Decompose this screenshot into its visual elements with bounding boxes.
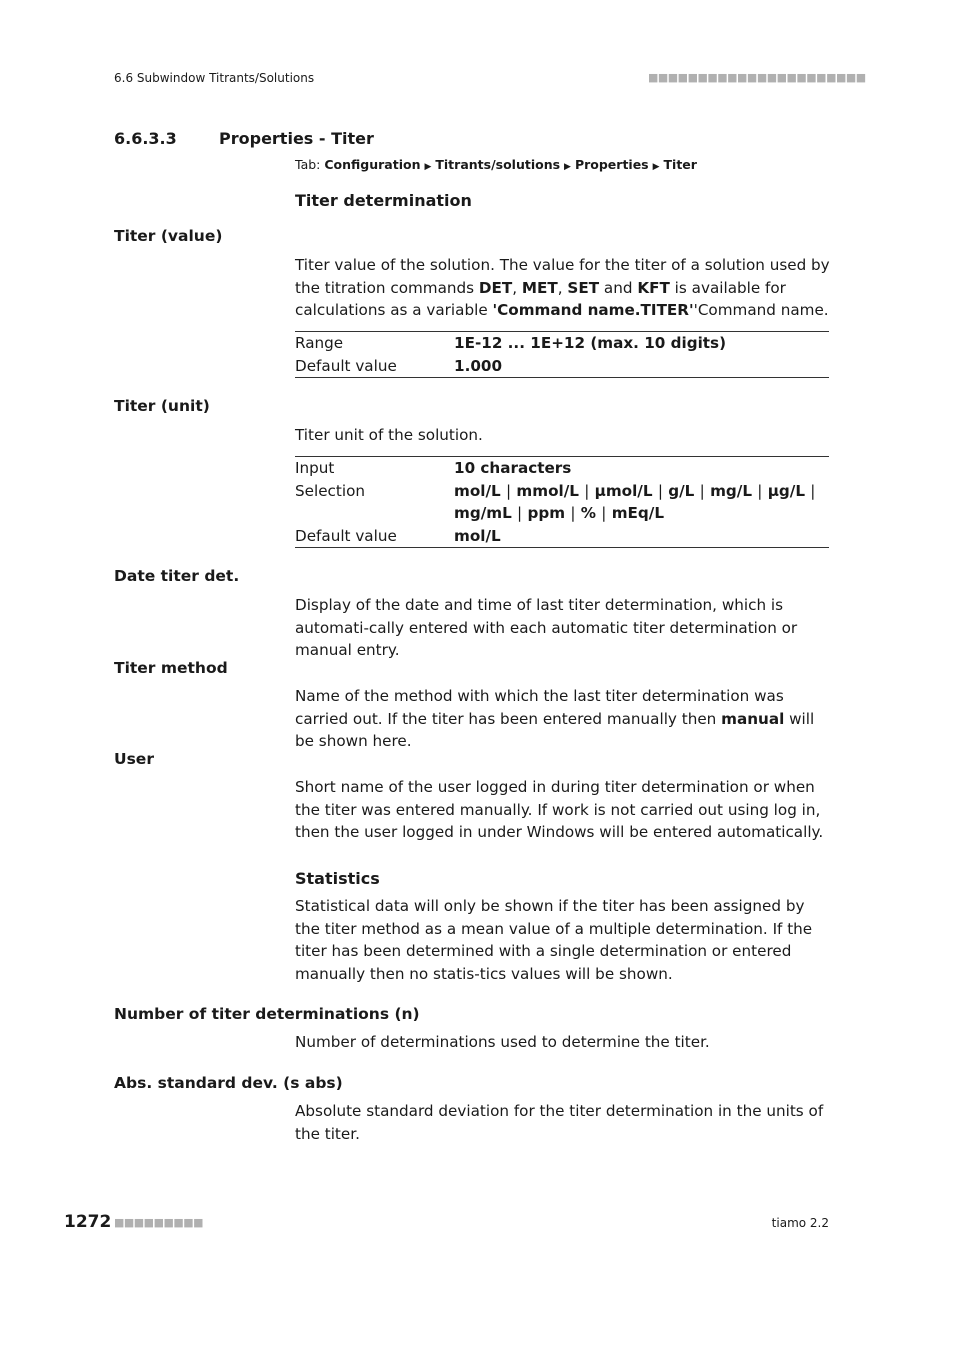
- footer-dots: ■■■■■■■■■: [114, 1216, 204, 1229]
- table-value-options: mol/L | mmol/L | µmol/L | g/L | mg/L | µg/L | mg/mL | ppm | % | mEq/L: [454, 481, 816, 522]
- param-desc-titer-value: Titer value of the solution. The value for the titer of a solution used by the titration commands DET, MET, SET and KFT is available for calculations as a variable 'Command name.TITER''Command name.: [295, 256, 830, 319]
- section-number: 6.6.3.3: [114, 129, 177, 148]
- table-key: Selection: [295, 481, 365, 500]
- running-header-title: 6.6 Subwindow Titrants/Solutions: [114, 71, 315, 85]
- param-name-date-titer-det: Date titer det.: [114, 567, 240, 585]
- param-name-titer-value: Titer (value): [114, 227, 223, 245]
- param-name-titer-unit: Titer (unit): [114, 397, 210, 415]
- tab-path: [295, 157, 697, 172]
- param-name-n: Number of titer determinations (n): [114, 1005, 420, 1023]
- table-value: 1.000: [454, 356, 503, 375]
- tab-path-item: Titer: [663, 157, 697, 172]
- param-name-s-abs: Abs. standard dev. (s abs): [114, 1074, 343, 1092]
- triangle-right-icon: ▶: [564, 162, 571, 172]
- param-desc-n: Number of determinations used to determine the titer.: [295, 1033, 710, 1051]
- tab-path-item: Properties: [574, 157, 649, 172]
- param-name-user: User: [114, 750, 154, 768]
- footer-product: tiamo 2.2: [771, 1216, 829, 1230]
- table-row: [295, 355, 829, 378]
- table-key: Input: [295, 459, 335, 477]
- param-desc-titer-method: Name of the method with which the last titer determination was carried out. If the titer has been entered manually then manual will be shown here.: [295, 687, 815, 750]
- table-row: [295, 525, 829, 548]
- tab-path-prefix: Tab:: [295, 157, 325, 172]
- table-value: 1E-12 ... 1E+12 (max. 10 digits): [454, 334, 727, 352]
- param-desc-user: Short name of the user logged in during titer determination or when the titer was entered manually. If work is not carried out using log in, then the user logged in under Windows will be entered automatically.: [295, 778, 824, 841]
- param-desc-titer-unit: Titer unit of the solution.: [295, 426, 483, 444]
- subheading-titer-determination: Titer determination: [295, 191, 472, 210]
- param-name-titer-method: Titer method: [114, 659, 228, 677]
- table-key: Range: [295, 334, 344, 352]
- tab-path-item: Titrants/solutions: [435, 157, 561, 172]
- table-key: Default value: [295, 526, 397, 545]
- table-row: [295, 480, 829, 525]
- properties-table-titer-unit: [295, 456, 829, 548]
- tab-path-item: Configuration: [324, 157, 421, 172]
- running-header-dots: ■■■■■■■■■■■■■■■■■■■■■■: [648, 71, 866, 84]
- table-row: [295, 332, 829, 355]
- table-key: Default value: [295, 356, 397, 375]
- section-title: Properties - Titer: [219, 129, 374, 148]
- triangle-right-icon: ▶: [424, 162, 432, 172]
- properties-table-titer-value: [295, 331, 829, 378]
- param-desc-s-abs: Absolute standard deviation for the titer determination in the units of the titer.: [295, 1102, 824, 1143]
- page-number: 1272: [64, 1212, 112, 1232]
- table-value: mol/L: [454, 526, 501, 545]
- table-row: [295, 457, 829, 480]
- param-desc-date-titer-det: Display of the date and time of last titer determination, which is automati-cally entered with each automatic titer determination or manual entry.: [295, 596, 798, 659]
- subheading-statistics: Statistics: [295, 869, 380, 888]
- triangle-right-icon: ▶: [652, 162, 660, 172]
- table-value: 10 characters: [454, 459, 572, 477]
- statistics-desc: Statistical data will only be shown if the titer has been assigned by the titer method as a mean value of a multiple determination. If the titer has been determined with a single determination or entered manually then no statis-tics values will be shown.: [295, 897, 813, 983]
